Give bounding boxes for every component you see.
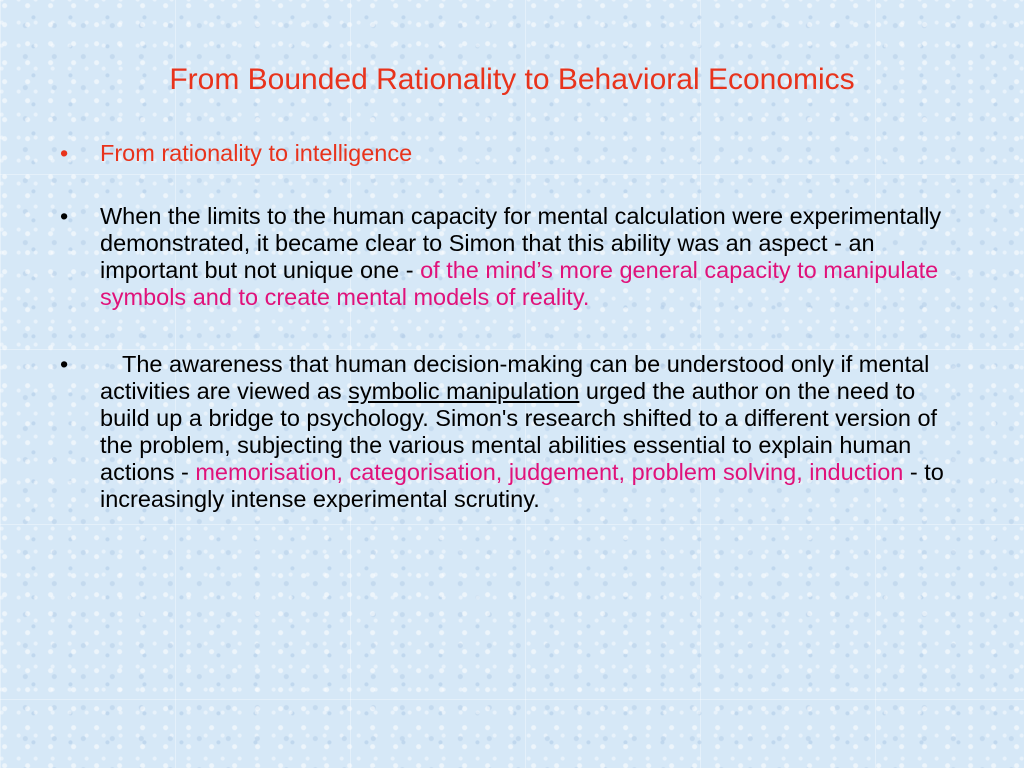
bullet-marker: • [60, 140, 69, 166]
bullet-text: When the limits to the human capacity for mental calculation were experimentally demonstrated, it became clear to Simon that this ability was an aspect - an important but not unique one - [100, 203, 942, 283]
bullet-list [0, 140, 1024, 513]
underlined-term: symbolic manipulation [348, 378, 580, 404]
bullet-item [0, 140, 1024, 167]
bullet-item [0, 351, 1024, 513]
bullet-marker: • [60, 351, 69, 377]
bullet-text: From rationality to intelligence [100, 140, 413, 166]
bullet-item [0, 203, 1024, 311]
highlighted-text: memorisation, categorisation, judgement, problem solving, induction [195, 459, 904, 485]
bullet-text: The awareness that human decision-making can be understood only if mental activities are viewed as [100, 351, 930, 404]
highlighted-text: of the mind’s more general capacity to manipulate symbols and to create mental models of reality. [100, 257, 939, 310]
bullet-text: urged the author on the need to build up a bridge to psychology. Simon's research shifted to a different version of the problem, subjecting the various mental abilities essential to explain human actions - [100, 378, 938, 485]
slide-title: From Bounded Rationality to Behavioral Economics [169, 63, 855, 96]
bullet-text: - to increasingly intense experimental scrutiny. [100, 459, 944, 512]
bullet-marker: • [60, 203, 69, 229]
